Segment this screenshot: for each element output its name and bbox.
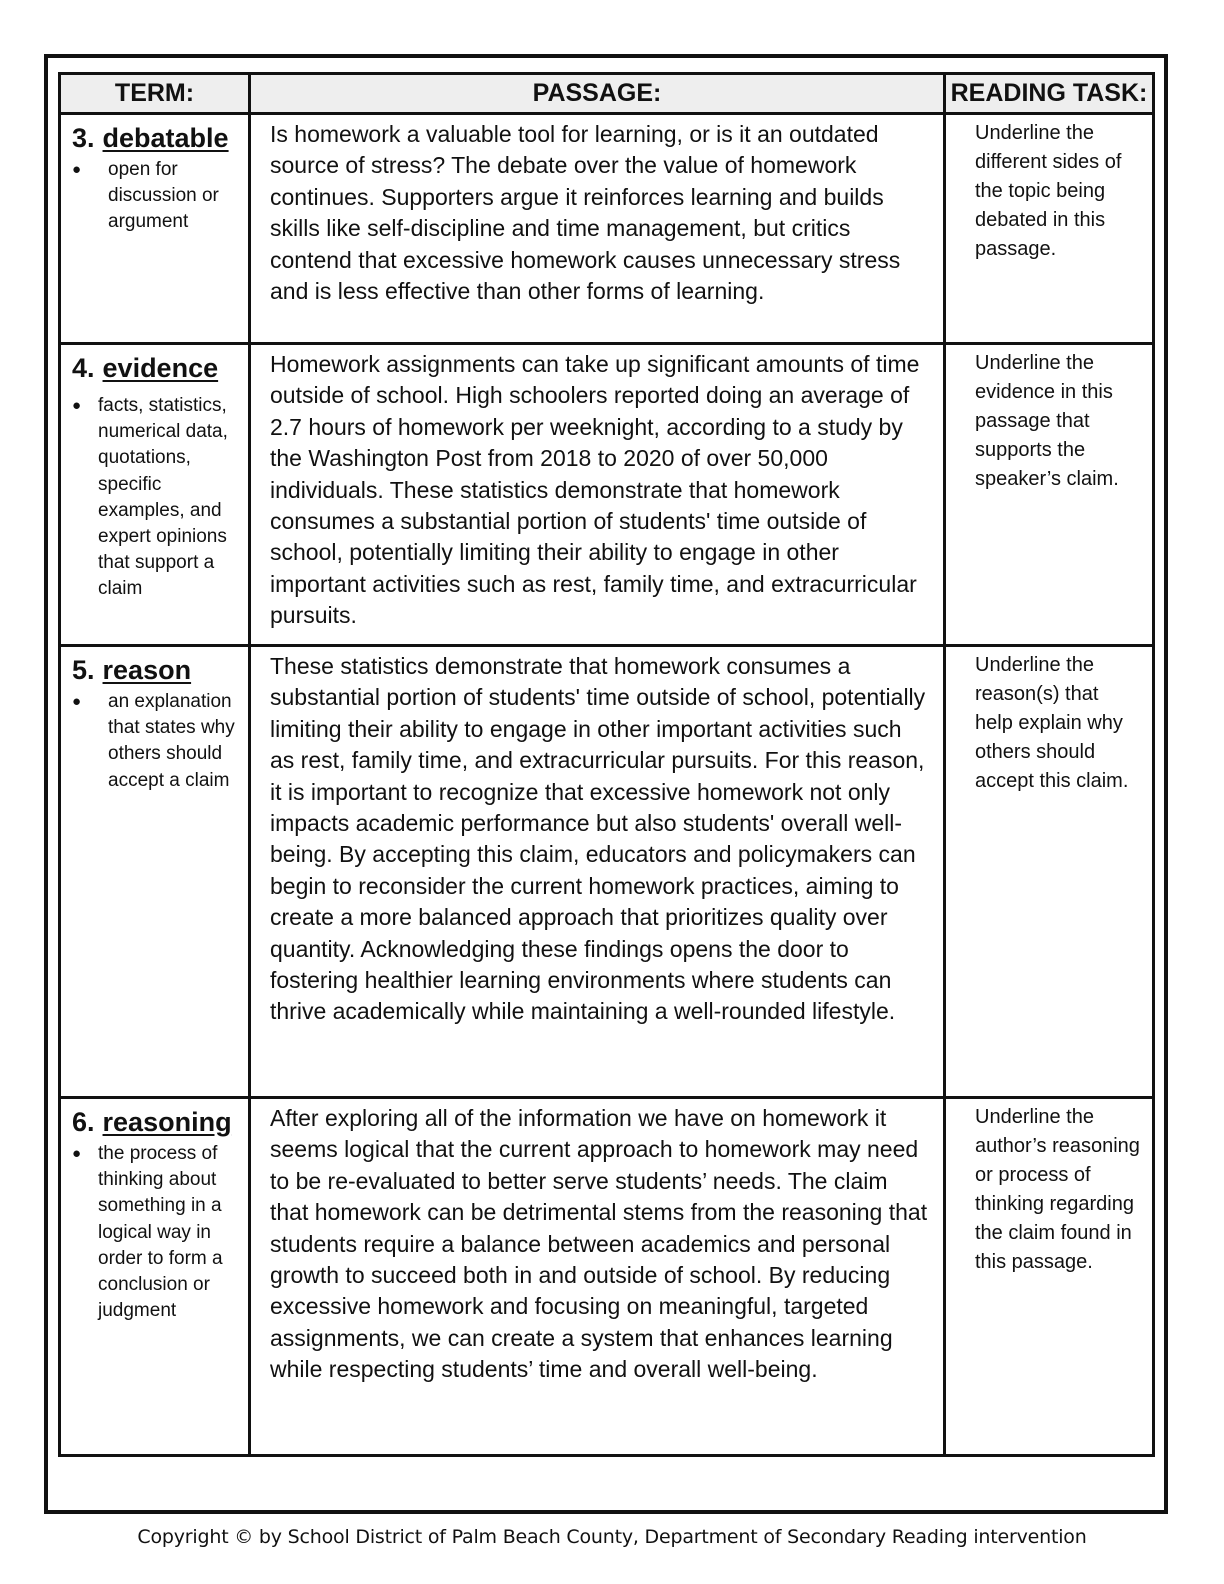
term-heading: [72, 653, 242, 687]
header-reading-task: READING TASK:: [945, 74, 1154, 114]
term-definition: [72, 689, 242, 794]
vocabulary-table: [58, 72, 1155, 1457]
term-number: 3.: [72, 123, 95, 153]
passage-cell: Homework assignments can take up significant amounts of time outside of school. High schoolers reported doing an average of 2.7 hours of homework per weeknight, according to a study by the Washington Post from 2018 to 2020 of over 50,000 individuals. These statistics demonstrate that homework consumes a substantial portion of students' time outside of school, potentially limiting their ability to engage in other important activities such as rest, family time, and extracurricular pursuits.: [250, 344, 945, 646]
term-cell: [60, 344, 250, 646]
definition-text: an explanation that states why others should accept a claim: [108, 691, 235, 791]
term-number: 4.: [72, 353, 95, 383]
term-heading: [72, 351, 242, 385]
definition-text: facts, statistics, numerical data, quotations, specific examples, and expert opinions that support a claim: [98, 395, 228, 600]
term-cell: [60, 1098, 250, 1456]
term-word: evidence: [102, 353, 219, 383]
table-row: [60, 344, 1154, 646]
reading-task-cell: Underline the different sides of the topic being debated in this passage.: [945, 114, 1154, 344]
header-passage: PASSAGE:: [250, 74, 945, 114]
term-definition: [72, 157, 242, 236]
term-heading: [72, 1105, 242, 1139]
table-row: [60, 114, 1154, 344]
copyright-footer: Copyright © by School District of Palm Beach County, Department of Secondary Reading intervention: [137, 1526, 1087, 1548]
table-row: [60, 1098, 1154, 1456]
bullet-icon: ●: [72, 161, 82, 178]
passage-cell: Is homework a valuable tool for learning, or is it an outdated source of stress? The debate over the value of homework continues. Supporters argue it reinforces learning and builds skills like self-discipline and time management, but critics contend that excessive homework causes unnecessary stress and is less effective than other forms of learning.: [250, 114, 945, 344]
bullet-icon: ●: [72, 397, 82, 414]
term-definition: [72, 393, 242, 603]
term-cell: [60, 646, 250, 1098]
passage-cell: These statistics demonstrate that homework consumes a substantial portion of students' time outside of school, potentially limiting their ability to engage in other important activities such as rest, family time, and extracurricular pursuits. For this reason, it is important to recognize that excessive homework not only impacts academic performance but also students' overall well-being. By accepting this claim, educators and policymakers can begin to reconsider the current homework practices, aiming to create a more balanced approach that prioritizes quality over quantity. Acknowledging these findings opens the door to fostering healthier learning environments where students can thrive academically while maintaining a well-rounded lifestyle.: [250, 646, 945, 1098]
passage-cell: After exploring all of the information we have on homework it seems logical that the current approach to homework may need to be re-evaluated to better serve students’ needs. The claim that homework can be detrimental stems from the reasoning that students require a balance between academics and personal growth to succeed both in and outside of school. By reducing excessive homework and focusing on meaningful, targeted assignments, we can create a system that enhances learning while respecting students’ time and overall well-being.: [250, 1098, 945, 1456]
definition-text: open for discussion or argument: [108, 159, 219, 233]
term-word: reason: [102, 655, 192, 685]
term-cell: [60, 114, 250, 344]
bullet-icon: ●: [72, 1145, 82, 1162]
reading-task-cell: Underline the reason(s) that help explain why others should accept this claim.: [945, 646, 1154, 1098]
bullet-icon: ●: [72, 693, 82, 710]
term-number: 5.: [72, 655, 95, 685]
table-header-row: [60, 74, 1154, 114]
term-number: 6.: [72, 1107, 95, 1137]
reading-task-cell: Underline the author’s reasoning or process of thinking regarding the claim found in this passage.: [945, 1098, 1154, 1456]
term-heading: [72, 121, 242, 155]
term-word: reasoning: [102, 1107, 232, 1137]
term-word: debatable: [102, 123, 229, 153]
header-term: TERM:: [60, 74, 250, 114]
term-definition: [72, 1141, 242, 1324]
reading-task-cell: Underline the evidence in this passage that supports the speaker’s claim.: [945, 344, 1154, 646]
table-row: [60, 646, 1154, 1098]
definition-text: the process of thinking about something in a logical way in order to form a conclusion or judgment: [98, 1143, 223, 1322]
